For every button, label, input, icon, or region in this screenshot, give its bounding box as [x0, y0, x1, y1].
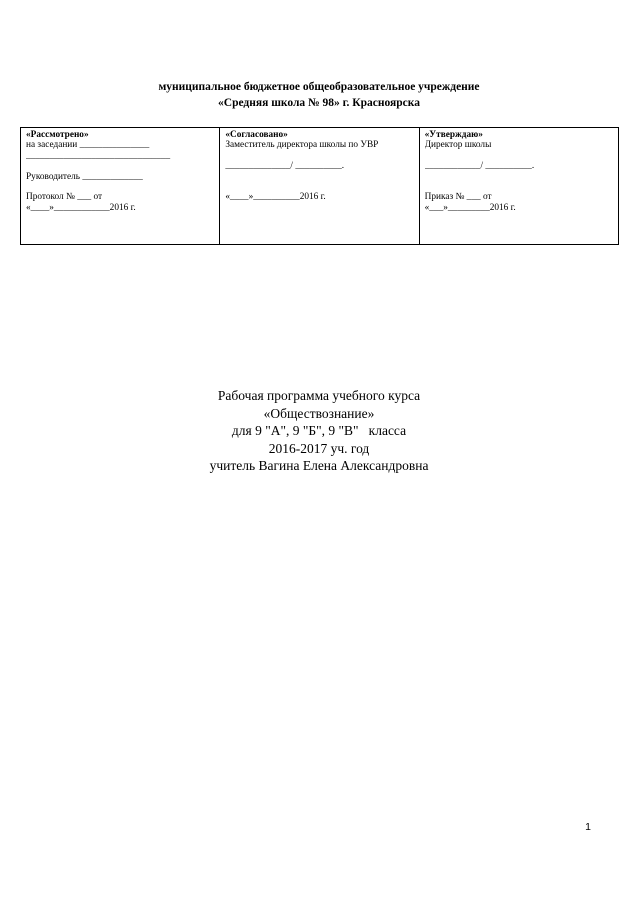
agreed-position: Заместитель директора школы по УВР	[225, 140, 379, 151]
school-header	[0, 79, 638, 111]
agreed-cell	[220, 128, 419, 245]
program-heading: Рабочая программа учебного курса	[217, 388, 421, 403]
class-list: для 9 "А", 9 "Б", 9 "В" класса	[231, 423, 407, 438]
considered-protocol: Протокол № ___ от	[26, 192, 103, 203]
approved-date: «___»_________2016 г.	[424, 202, 516, 213]
approved-order: Приказ № ___ от	[424, 192, 492, 203]
approved-signature: ____________/ __________.	[424, 161, 535, 172]
considered-head: Руководитель _____________	[26, 171, 143, 182]
considered-title: «Рассмотрено»	[26, 130, 89, 140]
program-title-block	[0, 387, 638, 475]
school-type: муниципальное бюджетное общеобразовательное учреждение	[158, 81, 480, 93]
considered-meeting: на заседании _______________	[26, 140, 150, 151]
agreed-title: «Согласовано»	[225, 130, 288, 140]
agreed-date: «____»__________2016 г.	[225, 192, 326, 203]
considered-cell	[21, 128, 220, 245]
course-name: «Обществознание»	[263, 405, 375, 421]
school-name: «Средняя школа № 98» г. Красноярска	[218, 97, 420, 109]
approved-title: «Утверждаю»	[424, 130, 483, 140]
considered-date: «____»____________2016 г.	[26, 202, 136, 213]
page-number: 1	[585, 821, 591, 833]
teacher-name: учитель Вагина Елена Александровна	[209, 458, 429, 473]
approved-cell	[419, 128, 618, 245]
approved-position: Директор школы	[424, 140, 492, 151]
school-year: 2016-2017 уч. год	[268, 440, 370, 456]
approval-table	[20, 127, 619, 245]
considered-underline: _______________________________	[26, 150, 171, 161]
agreed-signature: ______________/ __________.	[225, 161, 345, 172]
